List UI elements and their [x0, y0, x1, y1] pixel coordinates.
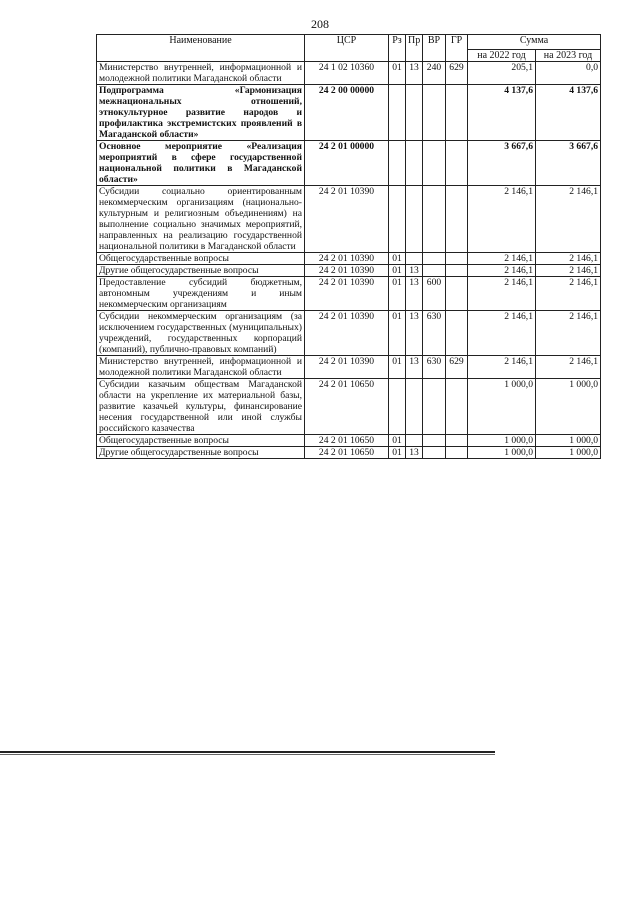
row-rz: 01	[389, 62, 406, 85]
row-rz: 01	[389, 435, 406, 447]
row-pr	[406, 85, 423, 141]
row-sum-2022: 2 146,1	[468, 277, 536, 311]
row-sum-2023: 2 146,1	[536, 186, 601, 253]
row-pr	[406, 379, 423, 435]
row-rz	[389, 379, 406, 435]
row-vr: 600	[423, 277, 446, 311]
row-csr: 24 2 01 10390	[305, 356, 389, 379]
row-csr: 24 2 01 10650	[305, 447, 389, 459]
header-gr: ГР	[446, 35, 468, 62]
table-row	[97, 62, 601, 85]
row-gr	[446, 186, 468, 253]
row-sum-2022: 3 667,6	[468, 141, 536, 186]
header-rz: Рз	[389, 35, 406, 62]
row-name: Субсидии социально ориентированным некоммерческим организациям (национально-культурным и религиозным объединениям) на выполнение социально значимых мероприятий, направленных на реализацию государственной национальной политики в Магаданской области	[97, 186, 305, 253]
row-pr	[406, 435, 423, 447]
header-year-2023: на 2023 год	[536, 50, 601, 62]
row-name: Субсидии некоммерческим организациям (за исключением государственных (муниципальных) учреждений, государственных корпораций (компаний), публично-правовых компаний)	[97, 311, 305, 356]
header-name: Наименование	[97, 35, 305, 62]
row-sum-2022: 4 137,6	[468, 85, 536, 141]
row-pr: 13	[406, 62, 423, 85]
row-gr	[446, 85, 468, 141]
row-gr	[446, 447, 468, 459]
row-vr	[423, 435, 446, 447]
row-gr	[446, 253, 468, 265]
header-pr: Пр	[406, 35, 423, 62]
table-row	[97, 379, 601, 435]
row-csr: 24 2 01 10390	[305, 186, 389, 253]
row-gr	[446, 277, 468, 311]
row-sum-2023: 2 146,1	[536, 311, 601, 356]
row-sum-2022: 2 146,1	[468, 311, 536, 356]
row-rz	[389, 85, 406, 141]
table-row	[97, 253, 601, 265]
row-pr	[406, 141, 423, 186]
row-gr	[446, 435, 468, 447]
table-row	[97, 277, 601, 311]
row-name: Другие общегосударственные вопросы	[97, 265, 305, 277]
row-csr: 24 2 01 10650	[305, 435, 389, 447]
row-csr: 24 1 02 10360	[305, 62, 389, 85]
row-csr: 24 2 01 00000	[305, 141, 389, 186]
row-rz: 01	[389, 447, 406, 459]
row-csr: 24 2 00 00000	[305, 85, 389, 141]
row-sum-2023: 1 000,0	[536, 435, 601, 447]
table-row	[97, 265, 601, 277]
header-csr: ЦСР	[305, 35, 389, 62]
row-name: Общегосударственные вопросы	[97, 253, 305, 265]
row-vr	[423, 186, 446, 253]
row-vr	[423, 379, 446, 435]
row-name: Субсидии казачьим обществам Магаданской области на укрепление их материальной базы, развитие казачьей культуры, финансирование несения государственной или иной службы российского казачества	[97, 379, 305, 435]
row-sum-2022: 2 146,1	[468, 356, 536, 379]
row-csr: 24 2 01 10390	[305, 277, 389, 311]
row-gr	[446, 265, 468, 277]
row-sum-2023: 1 000,0	[536, 447, 601, 459]
row-gr	[446, 379, 468, 435]
header-sum: Сумма	[468, 35, 601, 50]
row-csr: 24 2 01 10390	[305, 253, 389, 265]
row-name: Предоставление субсидий бюджетным, автономным учреждениям и иным некоммерческим организациям	[97, 277, 305, 311]
row-sum-2023: 2 146,1	[536, 265, 601, 277]
row-rz	[389, 186, 406, 253]
table-row	[97, 186, 601, 253]
row-sum-2023: 2 146,1	[536, 253, 601, 265]
row-csr: 24 2 01 10650	[305, 379, 389, 435]
table-body	[97, 62, 601, 459]
row-vr: 240	[423, 62, 446, 85]
table-row	[97, 435, 601, 447]
row-vr: 630	[423, 311, 446, 356]
table-row	[97, 311, 601, 356]
row-sum-2022: 205,1	[468, 62, 536, 85]
row-vr	[423, 85, 446, 141]
footer-rule	[0, 751, 495, 753]
row-name: Основное мероприятие «Реализация мероприятий в сфере государственной национальной политики в Магаданской области»	[97, 141, 305, 186]
row-sum-2022: 1 000,0	[468, 435, 536, 447]
row-pr: 13	[406, 356, 423, 379]
row-rz: 01	[389, 265, 406, 277]
row-rz: 01	[389, 253, 406, 265]
row-sum-2022: 1 000,0	[468, 447, 536, 459]
row-name: Подпрограмма «Гармонизация межнациональных отношений, этнокультурное развитие народов и профилактика экстремистских проявлений в Магаданской области»	[97, 85, 305, 141]
row-pr: 13	[406, 265, 423, 277]
row-vr	[423, 447, 446, 459]
row-vr	[423, 265, 446, 277]
row-pr	[406, 186, 423, 253]
row-gr: 629	[446, 62, 468, 85]
row-vr	[423, 253, 446, 265]
table-row	[97, 447, 601, 459]
row-sum-2023: 2 146,1	[536, 356, 601, 379]
row-vr: 630	[423, 356, 446, 379]
table-row	[97, 85, 601, 141]
row-sum-2022: 1 000,0	[468, 379, 536, 435]
row-rz: 01	[389, 277, 406, 311]
row-name: Министерство внутренней, информационной и молодежной политики Магаданской области	[97, 356, 305, 379]
row-rz	[389, 141, 406, 186]
row-gr: 629	[446, 356, 468, 379]
row-sum-2022: 2 146,1	[468, 253, 536, 265]
row-sum-2023: 0,0	[536, 62, 601, 85]
row-gr	[446, 141, 468, 186]
budget-table	[96, 34, 601, 459]
row-pr: 13	[406, 277, 423, 311]
row-sum-2023: 1 000,0	[536, 379, 601, 435]
footer-rule-thin	[0, 754, 495, 755]
row-name: Общегосударственные вопросы	[97, 435, 305, 447]
row-pr	[406, 253, 423, 265]
page-number: 208	[311, 17, 329, 31]
header-vr: ВР	[423, 35, 446, 62]
table-row	[97, 356, 601, 379]
row-rz: 01	[389, 311, 406, 356]
row-sum-2023: 2 146,1	[536, 277, 601, 311]
row-sum-2023: 4 137,6	[536, 85, 601, 141]
row-pr: 13	[406, 311, 423, 356]
header-year-2022: на 2022 год	[468, 50, 536, 62]
row-sum-2022: 2 146,1	[468, 265, 536, 277]
row-csr: 24 2 01 10390	[305, 265, 389, 277]
row-rz: 01	[389, 356, 406, 379]
row-vr	[423, 141, 446, 186]
row-name: Министерство внутренней, информационной и молодежной политики Магаданской области	[97, 62, 305, 85]
row-sum-2022: 2 146,1	[468, 186, 536, 253]
row-sum-2023: 3 667,6	[536, 141, 601, 186]
row-gr	[446, 311, 468, 356]
row-name: Другие общегосударственные вопросы	[97, 447, 305, 459]
row-csr: 24 2 01 10390	[305, 311, 389, 356]
row-pr: 13	[406, 447, 423, 459]
table-row	[97, 141, 601, 186]
